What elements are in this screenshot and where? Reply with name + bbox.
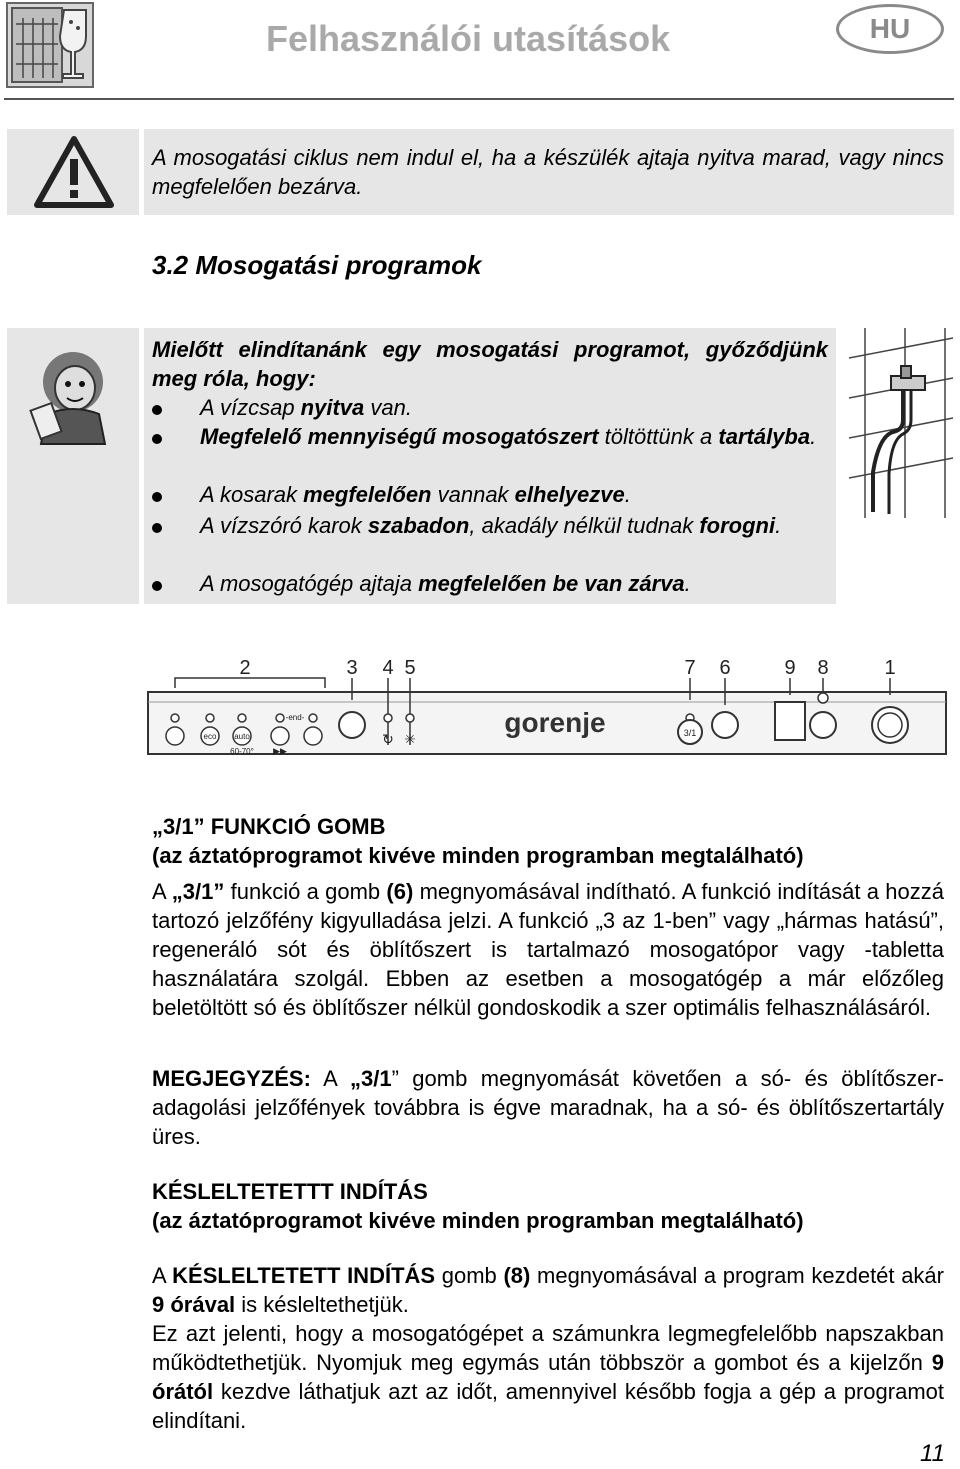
function-3-1-paragraph: A „3/1” funkció a gomb (6) megnyomásával indítható. A funkció indítását a hozzá tartozó jelzőfény kigyulladása jelzi. A funkció „3 az 1-ben” vagy „hármas hatású”, regeneráló sót és öblítőszert is tartalmazó mosogatópor vagy -tabletta használatára szolgál. Ebben az esetben a mosogatógép a már előzőleg beletöltött só és öblítőszer nélkül gondoskodik a szer optimális felhasználásáról. <box>152 879 944 1020</box>
end-label: -end- <box>285 713 305 722</box>
cartoon-woman-icon <box>25 342 121 448</box>
delay-start-button[interactable] <box>712 712 738 738</box>
bullet-icon <box>152 434 162 444</box>
rinse-aid-indicator-icon: ✳ <box>404 732 416 748</box>
panel-number: 3 <box>346 657 358 679</box>
checklist-intro: Mielőtt elindítanánk egy mosogatási programot, győződjünk meg róla, hogy: <box>152 337 828 391</box>
bullet-icon <box>152 581 162 591</box>
delay-start-paragraph: A KÉSLELTETETT INDÍTÁS gomb (8) megnyomásával a program kezdetét akár 9 órával is késleltethetjük. <box>152 1263 944 1317</box>
checklist-item: A vízszóró karok szabadon, akadály nélkül tudnak forogni. <box>200 513 782 538</box>
header-divider <box>4 98 954 100</box>
panel-number: 4 <box>382 657 394 679</box>
checklist-item: A vízcsap nyitva van. <box>200 395 412 420</box>
function-3-1-subtitle: (az áztatóprogramot kivéve minden programban megtalálható) <box>152 843 804 868</box>
section-heading: 3.2 Mosogatási programok <box>152 250 482 280</box>
clock-button[interactable] <box>810 712 836 738</box>
checklist-item: Megfelelő mennyiségű mosogatószert töltöttünk a tartályba. <box>200 424 817 449</box>
brand-logo: gorenje <box>504 707 606 738</box>
panel-number: 5 <box>404 657 416 679</box>
auto-label: auto <box>234 732 250 741</box>
panel-number: 9 <box>784 657 796 679</box>
button-3-1-label: 3/1 <box>683 728 697 738</box>
play-icon: ▶▶ <box>273 747 287 757</box>
checklist-item: A kosarak megfelelően vannak elhelyezve. <box>200 482 631 507</box>
delay-start-title: KÉSLELTETETTT INDÍTÁS <box>152 1179 428 1204</box>
delay-start-subtitle: (az áztatóprogramot kivéve minden programban megtalálható) <box>152 1208 804 1233</box>
program-select-button[interactable] <box>339 712 365 738</box>
water-tap-icon <box>845 328 957 518</box>
bullet-icon <box>152 523 162 533</box>
display-window <box>775 702 805 740</box>
warning-text: A mosogatási ciklus nem indul el, ha a készülék ajtaja nyitva marad, vagy nincs megfelelően bezárva. <box>152 145 944 199</box>
checklist-item: A mosogatógép ajtaja megfelelően be van zárva. <box>200 571 691 596</box>
bullet-icon <box>152 492 162 502</box>
control-panel-diagram <box>145 650 950 760</box>
eco-label: eco <box>203 732 217 741</box>
bullet-icon <box>152 405 162 415</box>
panel-number: 8 <box>817 657 829 679</box>
salt-indicator-icon: ↻ <box>382 732 394 748</box>
panel-number: 1 <box>884 657 896 679</box>
delay-start-paragraph-2: Ez azt jelenti, hogy a mosogatógépet a számunkra legmegfelelőbb napszakban működtethetjük. Nyomjuk meg egymás után többször a gombot és a kijelzőn 9 órától kezdve láthatjuk azt az időt, amennyivel később fogja a gép a programot elindítani. <box>152 1321 944 1433</box>
language-badge: HU <box>836 4 944 54</box>
manual-logo <box>6 2 94 88</box>
rinse-program-icon[interactable] <box>271 727 289 745</box>
page-title: Felhasználói utasítások <box>266 18 671 59</box>
function-3-1-note: MEGJEGYZÉS: A „3/1” gomb megnyomását követően a só- és öblítőszer-adagolási jelzőfények továbbra is égve maradnak, ha a só- és öblítőszertartály üres. <box>152 1066 944 1149</box>
panel-number: 2 <box>239 657 251 679</box>
function-3-1-title: „3/1” FUNKCIÓ GOMB <box>152 814 386 839</box>
auto-temp-label: 60-70° <box>230 747 254 756</box>
warning-triangle-icon <box>33 135 115 209</box>
panel-number: 7 <box>684 657 696 679</box>
panel-number: 6 <box>719 657 731 679</box>
soak-program-icon[interactable] <box>166 727 184 745</box>
warning-icon-cell <box>7 129 139 215</box>
intensive-program-icon[interactable] <box>304 727 322 745</box>
page-number: 11 <box>920 1440 945 1467</box>
checklist-icon-cell <box>7 328 139 604</box>
